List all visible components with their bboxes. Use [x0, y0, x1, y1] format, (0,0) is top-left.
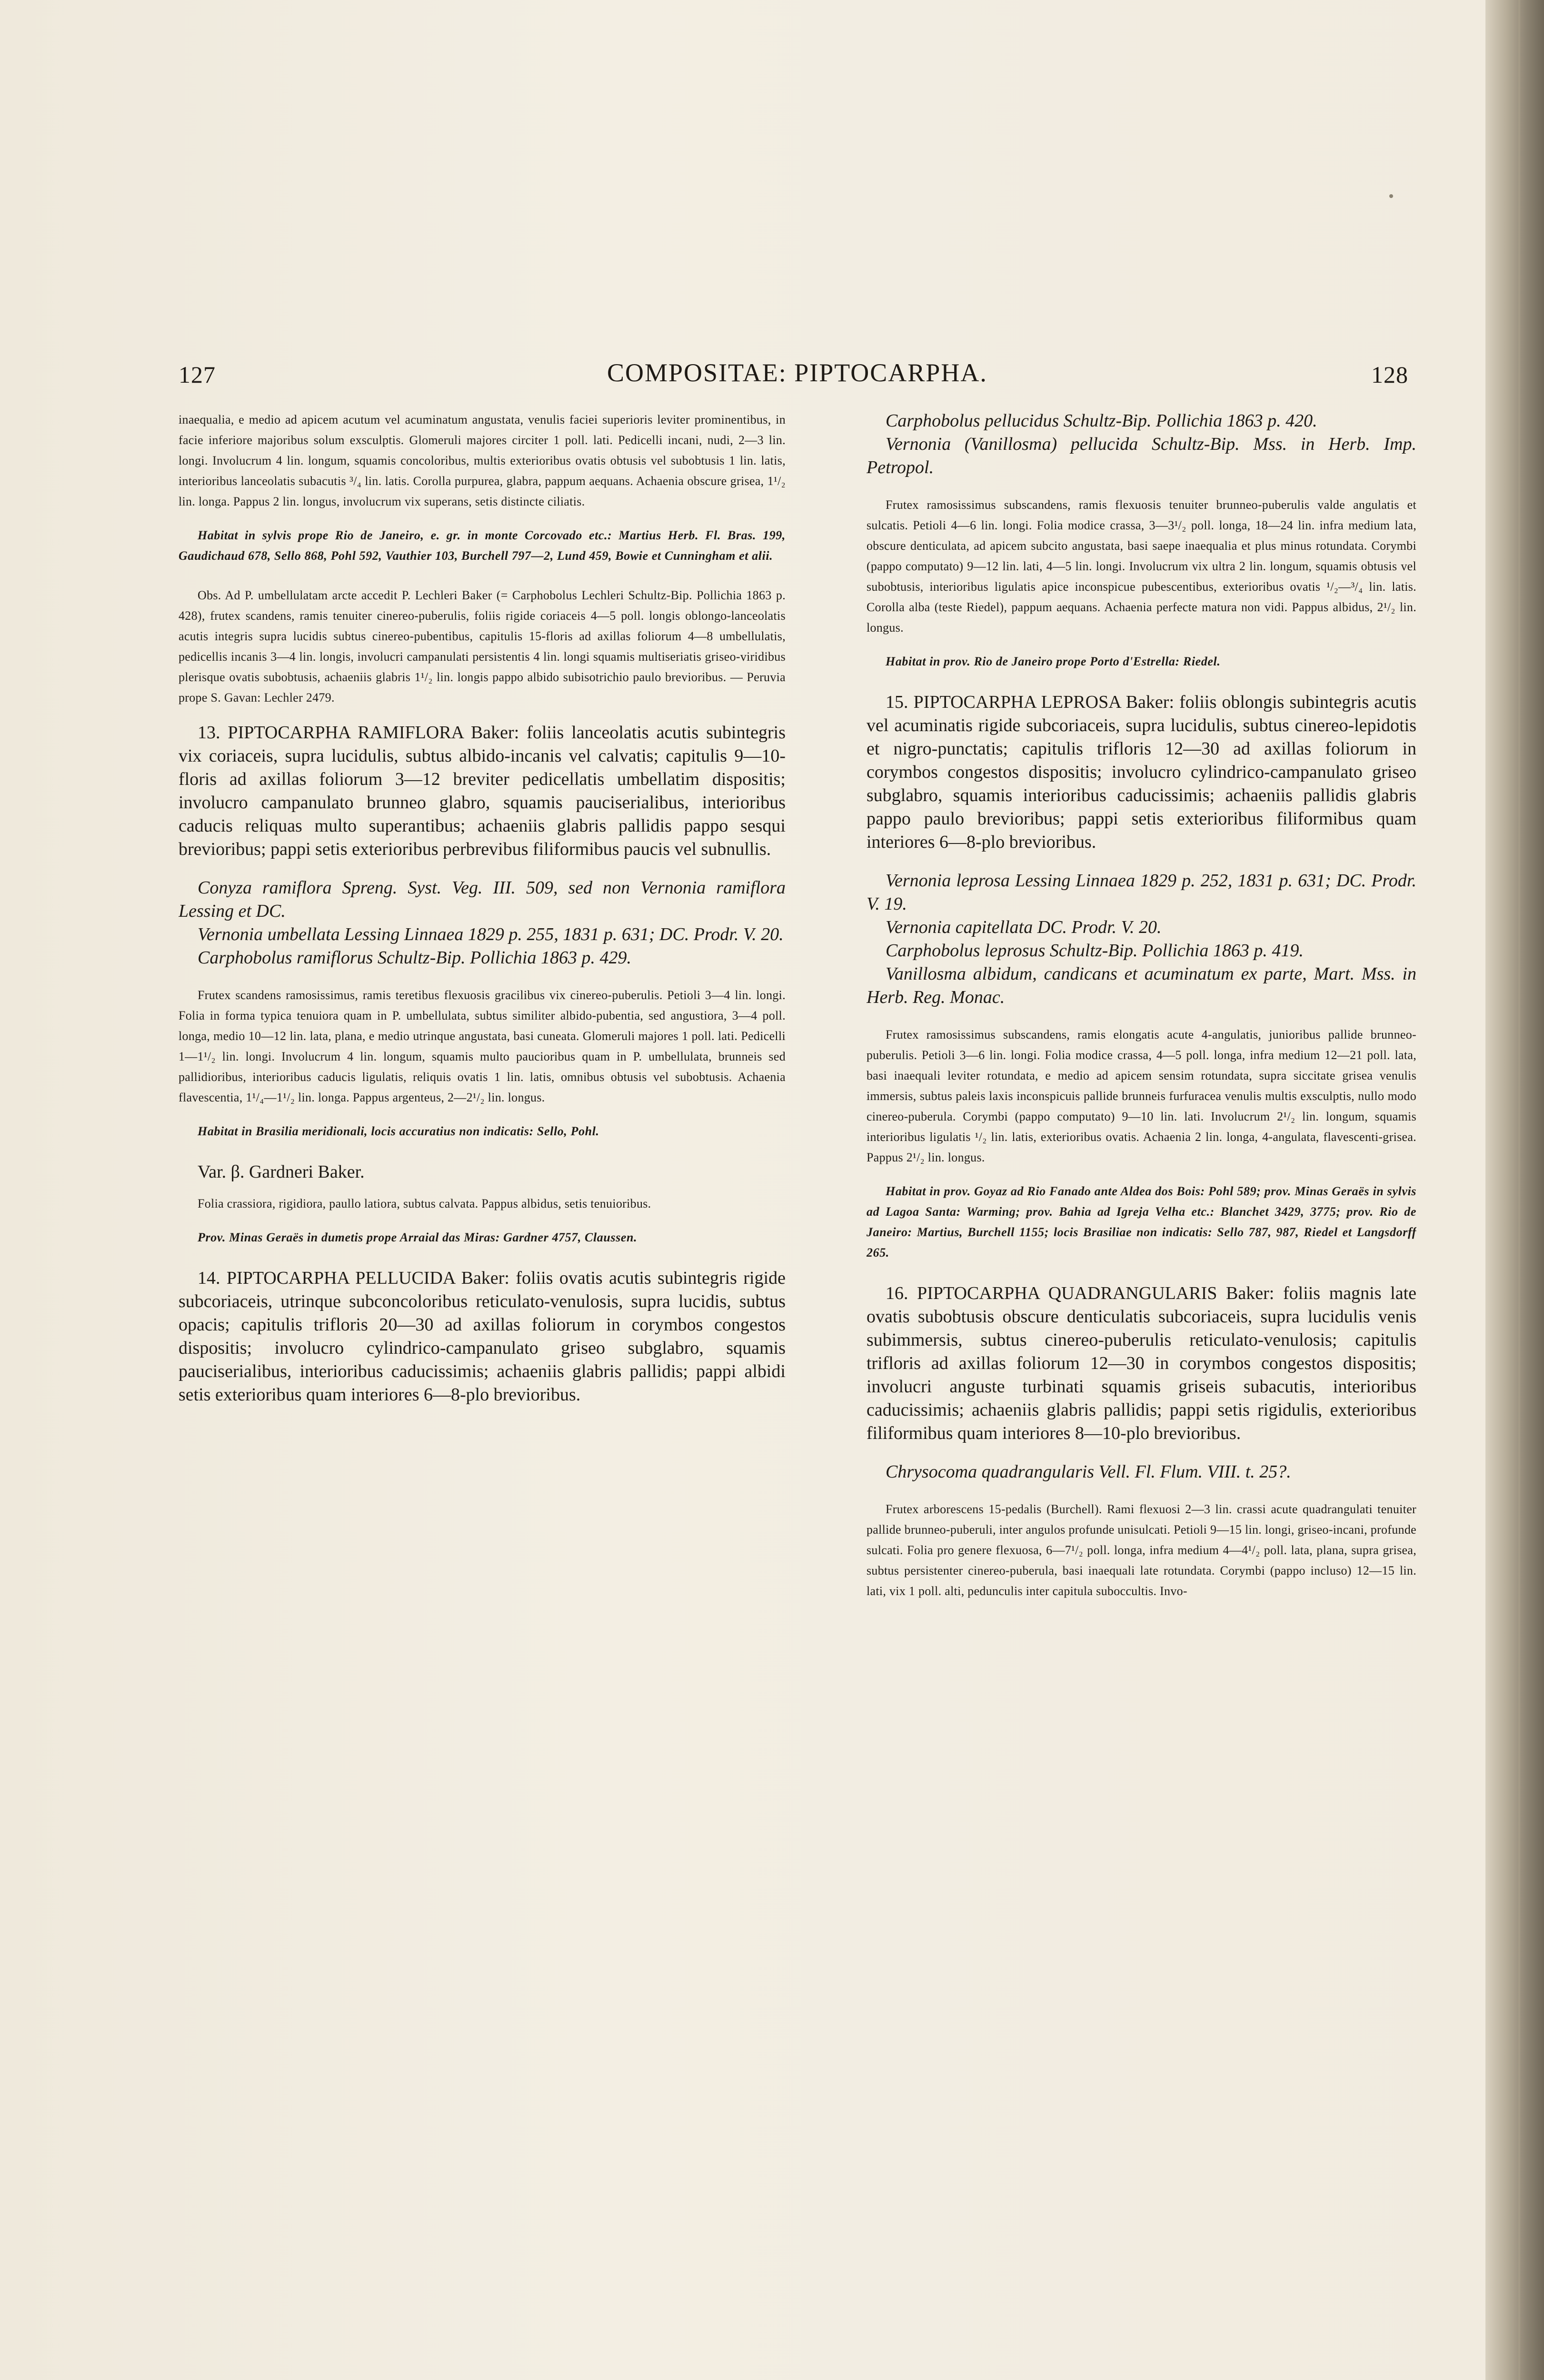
- species-16-description: Frutex arborescens 15-pedalis (Burchell). Rami flexuosi 2—3 lin. crassi acute quadrangulati tenuiter pallide brunneo-puberuli, inter angulos profunde unisulcati. Petioli 9—15 lin. longi, griseo-incani, profunde sulcati. Folia pro genere flexuosa, 6—7¹/₂ poll. longa, infra medium 4—4¹/₂ poll. lata, plana, supra grisea, subtus persistenter cinereo-puberula, basi inaequali late rotundata. Corymbi (pappo incluso) 12—15 lin. lati, vix 1 poll. alti, pedunculis inter capitula suboccultis. Invo-: [867, 1502, 1416, 1598]
- species-16-diagnosis: 16. PIPTOCARPHA QUADRANGULARIS Baker: foliis magnis late ovatis subobtusis obscure denticulatis subcoriaceis, supra lucidulis venis subimmersis, subtus cinereo-puberulis reticulato-venulosis; capitulis trifloris ad axillas foliorum 12—30 in corymbos congestos dispositis; involucri angustе turbinati squamis griseis subacutis, interioribus caducissimis; achaeniis glabris pallidis; pappi setis rigidulis, exterioribus filiformibus quam interiores 8—10-plo brevioribus.: [867, 1283, 1416, 1443]
- page-edge-shadow: [1485, 0, 1544, 2380]
- habitat-13: Habitat in Brasilia meridionali, locis accuratius non indicatis: Sello, Pohl.: [198, 1124, 599, 1138]
- species-16-synonym: Chrysocoma quadrangularis Vell. Fl. Flum. VIII. t. 25?.: [886, 1462, 1291, 1482]
- species-15-diagnosis: 15. PIPTOCARPHA LEPROSA Baker: foliis oblongis subintegris acutis vel acuminatis rigide subcoriaceis, supra lucidulis, subtus cinereo-lepidotis et nigro-punctatis; capitulis trifloris 12—30 ad axillas foliorum in corymbos congestos dispositis; involucro cylindrico-campanulato griseo subglabro, squamis interioribus caducissimis; achaeniis pallidis glabris pappo paulo brevioribus; pappi setis exterioribus filiformibus quam interiores 6—8-plo brevioribus.: [867, 692, 1416, 852]
- observation-note: Obs. Ad P. umbellulatam arcte accedit P. Lechleri Baker (= Carphobolus Lechleri Schultz-Bip. Pollichia 1863 p. 428), frutex scandens, ramis tenuiter cinereo-puberulis, foliis rigide coriaceis 4—5 poll. longis oblongo-lanceolatis acutis integris supra lucidis subtus cinereo-pubentibus, capitulis 15-floris ad axillas foliorum 4—8 umbellulatis, pedicellis incanis 3—4 lin. longis, involucri campanulati persistentis 4 lin. longi squamis multiseriatis griseo-viridibus plerisque ovatis subobtusis, achaeniis glabris 1¹/₂ lin. longis pappo albido subisotrichio paulo brevioribus. — Peruvia prope S. Gavan: Lechler 2479.: [179, 588, 786, 704]
- synonym: Vernonia umbellata Lessing Linnaea 1829 p. 255, 1831 p. 631; DC. Prodr. V. 20.: [198, 924, 784, 944]
- synonym: Vanillosma albidum, candicans et acuminatum ex parte, Mart. Mss. in Herb. Reg. Monac.: [867, 964, 1416, 1007]
- page-number-left: 127: [179, 361, 216, 388]
- synonym: Carphobolus leprosus Schultz-Bip. Pollichia 1863 p. 419.: [886, 941, 1304, 961]
- variety-description: Folia crassiora, rigidiora, paullo latiora, subtus calvata. Pappus albidus, setis tenuioribus.: [198, 1197, 651, 1210]
- species-13-diagnosis: 13. PIPTOCARPHA RAMIFLORA Baker: foliis lanceolatis acutis subintegris vix coriaceis, supra lucidulis, subtus albido-incanis vel calvatis; capitulis 9—10-floris ad axillas foliorum 3—12 breviter pedicellatis umbellatim dispositis; involucro campanulato brunneo glabro, squamis pauciserialibus, interioribus caducis reliquas multo superantibus; achaeniis glabris pallidis pappo sesqui brevioribus; pappi setis exterioribus perbrevibus filiformibus paucis vel subnullis.: [179, 723, 786, 859]
- species-13-synonyms: [179, 876, 786, 970]
- species-14-description: Frutex ramosissimus subscandens, ramis flexuosis tenuiter brunneo-puberulis valde angulatis et sulcatis. Petioli 4—6 lin. longi. Folia modice crassa, 3—3¹/₂ poll. longa, 18—24 lin. infra medium lata, obscure denticulata, ad apicem subcito angustata, basi saepe inaequalia et plus minus rotundata. Corymbi (pappo computato) 9—12 lin. lati, 4—5 lin. longi. Involucrum vix ultra 2 lin. longum, squamis obtusis vel subobtusis, interioribus ligulatis apice inconspicue pubescentibus, exterioribus ovatis ¹/₂—³/₄ lin. latis. Corolla alba (teste Riedel), pappum aequans. Achaenia perfecte matura non vidi. Pappus albidus, 2¹/₂ lin. longus.: [867, 498, 1416, 635]
- ink-speck: [1389, 194, 1393, 198]
- page-number-right: 128: [1371, 361, 1408, 388]
- synonym: Vernonia capitellata DC. Prodr. V. 20.: [886, 917, 1162, 937]
- variety-heading: Var. β. Gardneri Baker.: [198, 1162, 365, 1182]
- page-edge-line: [1518, 0, 1520, 2380]
- variety-habitat: Prov. Minas Geraës in dumetis prope Arraial das Miras: Gardner 4757, Claussen.: [198, 1230, 638, 1244]
- running-title: COMPOSITAE: PIPTOCARPHA.: [607, 358, 987, 387]
- synonym: Carphobolus pellucidus Schultz-Bip. Pollichia 1863 p. 420.: [886, 411, 1317, 431]
- right-column: [867, 409, 1416, 2256]
- synonym: Vernonia leprosa Lessing Linnaea 1829 p. 252, 1831 p. 631; DC. Prodr. V. 19.: [867, 871, 1416, 914]
- species-15-description: Frutex ramosissimus subscandens, ramis elongatis acute 4-angulatis, junioribus pallide brunneo-puberulis. Petioli 3—6 lin. longi. Folia modice crassa, 4—5 poll. longa, infra medium 12—21 poll. lata, basi inaequali leviter rotundata, e medio ad apicem sensim rotundata, supra siccitate grisea venulis immersis, subtus paleis laxis inconspicuis pallide brunneis furfuracea venulis multis exsculptis, nullo modo cinereo-puberula. Corymbi (pappo computato) 9—10 lin. lati. Involucrum 2¹/₂ lin. longum, squamis interioribus ligulatis ¹/₂ lin. latis, exterioribus ovatis. Achaenia 2 lin. longa, 4-angulata, flavescenti-grisea. Pappus 2¹/₂ lin. longus.: [867, 1028, 1416, 1164]
- habitat-14: Habitat in prov. Rio de Janeiro prope Porto d'Estrella: Riedel.: [886, 654, 1221, 668]
- habitat-12: Habitat in sylvis prope Rio de Janeiro, e. gr. in monte Corcovado etc.: Martius Herb. Fl. Bras. 199, Gaudichaud 678, Sello 868, Pohl 592, Vauthier 103, Burchell 797—2, Lund 459, Bowie et Cunningham et alii.: [179, 528, 786, 563]
- synonym: Conyza ramiflora Spreng. Syst. Veg. III. 509, sed non Vernonia ramiflora Lessing et DC.: [179, 878, 786, 921]
- synonym: Carphobolus ramiflorus Schultz-Bip. Pollichia 1863 p. 429.: [198, 948, 631, 968]
- description-continued: inaequalia, e medio ad apicem acutum vel acuminatum angustata, venulis faciei superioris leviter prominentibus, in facie inferiore majoribus solum exsculptis. Glomeruli majores circiter 1 poll. lati. Pedicelli incani, nudi, 2—3 lin. longi. Involucrum 4 lin. longum, squamis concoloribus, multis exterioribus ovatis obtusis vel subobtusis 1 lin. latis, interioribus lanceolatis subacutis ³/₄ lin. latis. Corolla purpurea, glabra, pappum aequans. Achaenia obscure grisea, 1¹/₂ lin. longa. Pappus 2 lin. longus, involucrum vix superans, setis distincte ciliatis.: [179, 413, 786, 508]
- species-15-synonyms: [867, 869, 1416, 1009]
- synonym: Vernonia (Vanillosma) pellucida Schultz-Bip. Mss. in Herb. Imp. Petropol.: [867, 434, 1416, 477]
- left-column: [179, 409, 786, 2351]
- species-14-diagnosis: 14. PIPTOCARPHA PELLUCIDA Baker: foliis ovatis acutis subintegris rigide subcoriaceis, utrinque subconcoloribus reticulato-venulosis, supra lucidis, subtus opacis; capitulis trifloris 20—30 ad axillas foliorum in corymbos congestos dispositis; involucro cylindrico-campanulato griseo subglabro, squamis pauciserialibus, interioribus caducissimis; achaeniis glabris pallidis; pappi albidi setis exterioribus quam interiores 6—8-plo brevioribus.: [179, 1268, 786, 1405]
- habitat-15: Habitat in prov. Goyaz ad Rio Fanado ante Aldea dos Bois: Pohl 589; prov. Minas Geraës in sylvis ad Lagoa Santa: Warming; prov. Bahia ad Igreja Velha etc.: Blanchet 3429, 3775; prov. Rio de Janeiro: Martius, Burchell 1155; locis Brasiliae non indicatis: Sello 787, 987, Riedel et Langsdorff 265.: [867, 1184, 1416, 1259]
- species-13-description: Frutex scandens ramosissimus, ramis teretibus flexuosis gracilibus vix cinereo-puberulis. Petioli 3—4 lin. longi. Folia in forma typica tenuiora quam in P. umbellulata, subtus similiter albido-pubentia, sed angustiora, 3—4 poll. longa, medio 10—12 lin. lata, plana, e medio utrinque angustata, basi cuneata. Glomeruli majores 1 poll. lati. Pedicelli 1—1¹/₂ lin. longi. Involucrum 4 lin. longum, squamis multo paucioribus quam in P. umbellulata, brunneis sed pallidioribus, interioribus caducis ligulatis, reliquis ovatis 1 lin. latis, omnibus obtusis vel subobtusis. Achaenia flavescentia, 1¹/₄—1¹/₂ lin. longa. Pappus argenteus, 2—2¹/₂ lin. longus.: [179, 988, 786, 1104]
- species-14-synonyms: [867, 409, 1416, 479]
